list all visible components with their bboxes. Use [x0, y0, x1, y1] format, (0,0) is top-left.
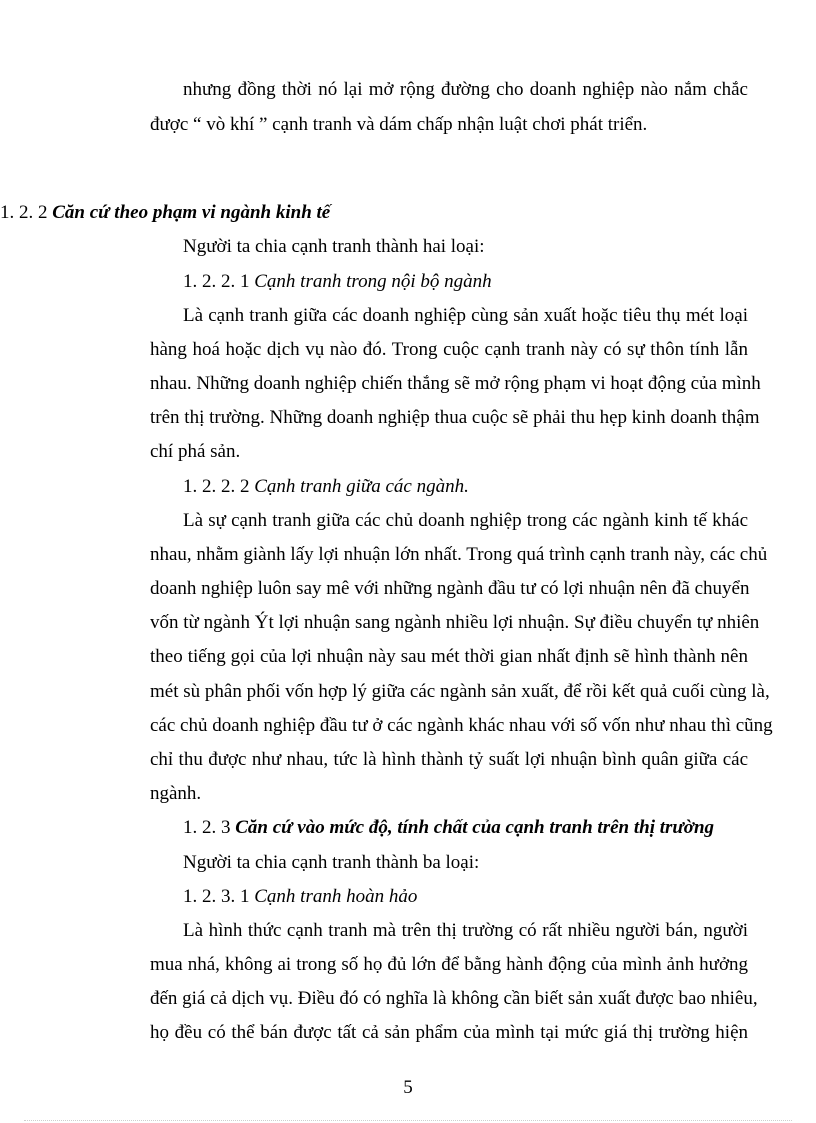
- paragraph-line: hàng hoá hoặc dịch vụ nào đó. Trong cuộc cạnh tranh này có sự thôn tính lẫn: [150, 339, 748, 360]
- subsection-heading-1-2-3-1: [183, 885, 417, 909]
- paragraph-line: ngành.: [150, 783, 202, 804]
- paragraph-line: Người ta chia cạnh tranh thành hai loại:: [183, 236, 485, 257]
- subsection-title: Cạnh tranh hoàn hảo: [254, 886, 418, 907]
- subsection-title: Cạnh tranh trong nội bộ ngành: [254, 271, 492, 292]
- page-number: 5: [403, 1077, 413, 1098]
- subsection-number: 1. 2. 3. 1: [183, 886, 255, 907]
- paragraph-line: Người ta chia cạnh tranh thành ba loại:: [183, 852, 480, 873]
- section-title: Căn cứ theo phạm vi ngành kinh tế: [52, 202, 331, 223]
- section-number: 1. 2. 2: [0, 202, 53, 223]
- paragraph-line: được “ vò khí ” cạnh tranh và dám chấp nhận luật chơi phát triển.: [150, 114, 648, 135]
- paragraph-line: Là cạnh tranh giữa các doanh nghiệp cùng sản xuất hoặc tiêu thụ mét loại: [183, 305, 748, 326]
- paragraph-line: Là sự cạnh tranh giữa các chủ doanh nghiệp trong các ngành kinh tế khác: [183, 510, 748, 531]
- paragraph-line: doanh nghiệp luôn say mê với những ngành đầu tư có lợi nhuận nên đã chuyển: [150, 578, 750, 599]
- paragraph-line: mua nhá, không ai trong số họ đủ lớn để bằng hành động của mình ảnh hưởng: [150, 954, 748, 975]
- paragraph-line: chỉ thu được như nhau, tức là hình thành tỷ suất lợi nhuận bình quân giữa các: [150, 749, 748, 770]
- section-heading-1-2-2: [0, 201, 330, 225]
- paragraph-line: họ đều có thể bán được tất cả sản phẩm của mình tại mức giá thị trường hiện: [150, 1022, 748, 1043]
- section-heading-1-2-3: [183, 816, 714, 840]
- paragraph-line: theo tiếng gọi của lợi nhuận này sau mét thời gian nhất định sẽ hình thành nên: [150, 646, 748, 667]
- paragraph-line: nhau, nhằm giành lấy lợi nhuận lớn nhất. Trong quá trình cạnh tranh này, các chủ: [150, 544, 768, 565]
- paragraph-line: chí phá sản.: [150, 441, 241, 462]
- paragraph-line: nhau. Những doanh nghiệp chiến thắng sẽ mở rộng phạm vi hoạt động của mình: [150, 373, 761, 394]
- paragraph-line: mét sù phân phối vốn hợp lý giữa các ngành sản xuất, để rồi kết quả cuối cùng là,: [150, 681, 770, 702]
- paragraph-line: Là hình thức cạnh tranh mà trên thị trường có rất nhiều người bán, người: [183, 920, 748, 941]
- paragraph-line: trên thị trường. Những doanh nghiệp thua cuộc sẽ phải thu hẹp kinh doanh thậm: [150, 407, 760, 428]
- paragraph-line: các chủ doanh nghiệp đầu tư ở các ngành khác nhau với số vốn như nhau thì cũng: [150, 715, 773, 736]
- section-title: Căn cứ vào mức độ, tính chất của cạnh tranh trên thị trường: [235, 817, 715, 838]
- paragraph-line: nhưng đồng thời nó lại mở rộng đường cho doanh nghiệp nào nắm chắc: [183, 79, 748, 100]
- footer-divider: [24, 1120, 792, 1121]
- subsection-number: 1. 2. 2. 1: [183, 271, 255, 292]
- subsection-heading-1-2-2-2: [183, 475, 469, 499]
- paragraph-line: đến giá cả dịch vụ. Điều đó có nghĩa là không cần biết sản xuất được bao nhiêu,: [150, 988, 758, 1009]
- section-number: 1. 2. 3: [183, 817, 236, 838]
- paragraph-line: vốn từ ngành Ýt lợi nhuận sang ngành nhiều lợi nhuận. Sự điều chuyển tự nhiên: [150, 612, 760, 633]
- subsection-number: 1. 2. 2. 2: [183, 476, 255, 497]
- subsection-heading-1-2-2-1: [183, 270, 492, 294]
- subsection-title: Cạnh tranh giữa các ngành.: [254, 476, 469, 497]
